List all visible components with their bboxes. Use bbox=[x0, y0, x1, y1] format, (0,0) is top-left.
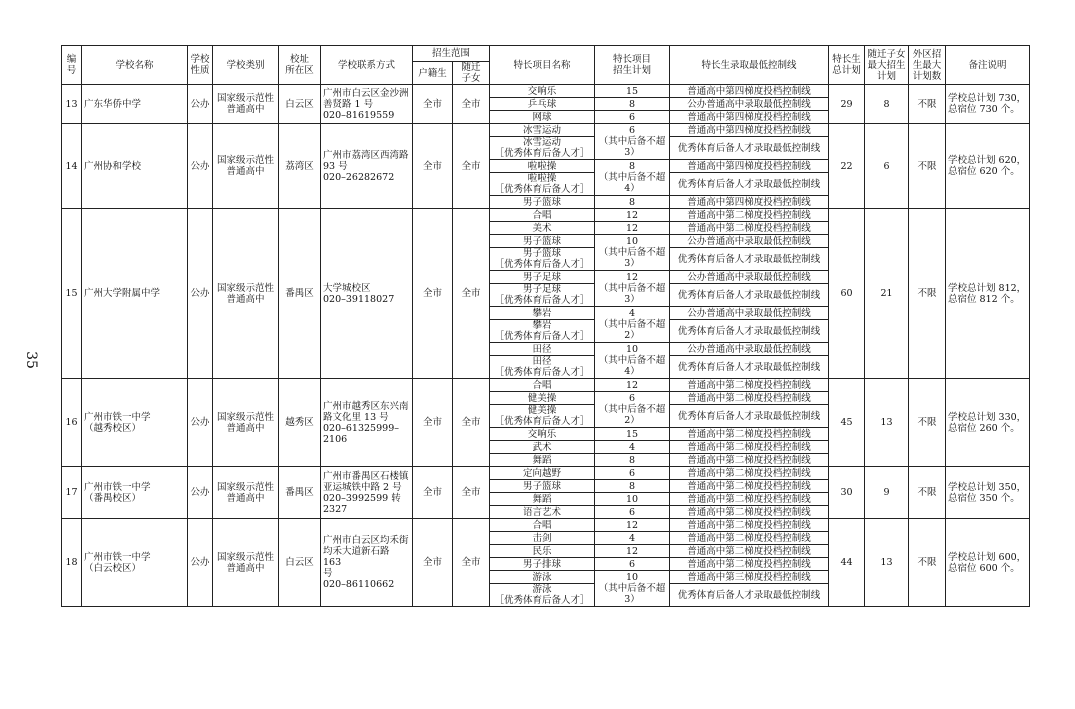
table-row bbox=[62, 209, 1030, 222]
project-name: 游泳 ［优秀体育后备人才］ bbox=[490, 584, 595, 607]
project-plan: 12 bbox=[595, 379, 670, 392]
project-name: 攀岩 bbox=[490, 307, 595, 320]
school-district: 番禺区 bbox=[279, 209, 321, 379]
project-name: 冰雪运动 ［优秀体育后备人才］ bbox=[490, 137, 595, 160]
project-name: 美术 bbox=[490, 222, 595, 235]
school-suiqian-max: 21 bbox=[865, 209, 909, 379]
school-huji: 全市 bbox=[413, 467, 453, 519]
project-name: 田径 bbox=[490, 343, 595, 356]
project-plan: 10 （其中后备不超 3） bbox=[595, 571, 670, 607]
school-suiqian: 全市 bbox=[453, 124, 490, 209]
project-plan: 4 （其中后备不超 2） bbox=[595, 307, 670, 343]
table-row bbox=[62, 379, 1030, 392]
school-contact: 广州市越秀区东兴南 路文化里 13 号 020–61325999–2106 bbox=[321, 379, 413, 467]
project-line: 普通高中第四梯度投档控制线 bbox=[670, 196, 829, 209]
school-district: 白云区 bbox=[279, 85, 321, 124]
school-no: 15 bbox=[62, 209, 82, 379]
project-plan: 6 bbox=[595, 111, 670, 124]
project-name: 合唱 bbox=[490, 209, 595, 222]
school-type: 国家级示范性 普通高中 bbox=[213, 124, 279, 209]
header-no: 编 号 bbox=[62, 46, 82, 85]
school-suiqian: 全市 bbox=[453, 519, 490, 607]
project-name: 舞蹈 bbox=[490, 493, 595, 506]
school-name: 广州市铁一中学 （越秀校区） bbox=[82, 379, 188, 467]
school-nature: 公办 bbox=[188, 124, 213, 209]
school-district: 番禺区 bbox=[279, 467, 321, 519]
school-district: 荔湾区 bbox=[279, 124, 321, 209]
project-line: 优秀体育后备人才录取最低控制线 bbox=[670, 584, 829, 607]
school-nature: 公办 bbox=[188, 209, 213, 379]
project-plan: 6 （其中后备不超 3） bbox=[595, 124, 670, 160]
project-plan: 12 bbox=[595, 222, 670, 235]
school-huji: 全市 bbox=[413, 379, 453, 467]
school-remark: 学校总计划 350， 总宿位 350 个。 bbox=[946, 467, 1030, 519]
project-plan: 10 （其中后备不超 4） bbox=[595, 343, 670, 379]
project-name: 啦啦操 ［优秀体育后备人才］ bbox=[490, 173, 595, 196]
school-outer-max: 不限 bbox=[909, 519, 946, 607]
project-line: 普通高中第二梯度投档控制线 bbox=[670, 493, 829, 506]
project-line: 普通高中第二梯度投档控制线 bbox=[670, 558, 829, 571]
school-contact: 广州市白云区金沙洲 善贤路 1 号 020–81619559 bbox=[321, 85, 413, 124]
header-nature: 学校 性质 bbox=[188, 46, 213, 85]
project-name: 舞蹈 bbox=[490, 454, 595, 467]
school-name: 广州市铁一中学 （白云校区） bbox=[82, 519, 188, 607]
school-name: 广州市铁一中学 （番禺校区） bbox=[82, 467, 188, 519]
school-total: 60 bbox=[829, 209, 865, 379]
page-number: 35 bbox=[22, 351, 39, 369]
table-row bbox=[62, 124, 1030, 137]
header-remark: 备注说明 bbox=[946, 46, 1030, 85]
school-no: 17 bbox=[62, 467, 82, 519]
project-name: 健美操 ［优秀体育后备人才］ bbox=[490, 405, 595, 428]
school-type: 国家级示范性 普通高中 bbox=[213, 467, 279, 519]
school-huji: 全市 bbox=[413, 209, 453, 379]
school-contact: 大学城校区 020–39118027 bbox=[321, 209, 413, 379]
project-name: 武术 bbox=[490, 441, 595, 454]
school-suiqian: 全市 bbox=[453, 85, 490, 124]
project-plan: 15 bbox=[595, 85, 670, 98]
project-name: 冰雪运动 bbox=[490, 124, 595, 137]
school-name: 广州大学附属中学 bbox=[82, 209, 188, 379]
project-line: 普通高中第四梯度投档控制线 bbox=[670, 85, 829, 98]
project-name: 男子排球 bbox=[490, 558, 595, 571]
project-line: 公办普通高中录取最低控制线 bbox=[670, 98, 829, 111]
project-line: 普通高中第四梯度投档控制线 bbox=[670, 111, 829, 124]
project-line: 优秀体育后备人才录取最低控制线 bbox=[670, 173, 829, 196]
header-name: 学校名称 bbox=[82, 46, 188, 85]
project-plan: 15 bbox=[595, 428, 670, 441]
header-project: 特长项目名称 bbox=[490, 46, 595, 85]
project-plan: 6 bbox=[595, 558, 670, 571]
project-line: 普通高中第二梯度投档控制线 bbox=[670, 222, 829, 235]
project-plan: 4 bbox=[595, 441, 670, 454]
project-name: 健美操 bbox=[490, 392, 595, 405]
school-huji: 全市 bbox=[413, 519, 453, 607]
school-suiqian-max: 6 bbox=[865, 124, 909, 209]
school-suiqian: 全市 bbox=[453, 379, 490, 467]
project-line: 普通高中第二梯度投档控制线 bbox=[670, 467, 829, 480]
school-suiqian: 全市 bbox=[453, 467, 490, 519]
school-remark: 学校总计划 730， 总宿位 730 个。 bbox=[946, 85, 1030, 124]
project-plan: 12 bbox=[595, 545, 670, 558]
table-row bbox=[62, 519, 1030, 532]
school-contact: 广州市番禺区石楼镇 亚运城铁中路 2 号 020–3992599 转 2327 bbox=[321, 467, 413, 519]
project-name: 交响乐 bbox=[490, 85, 595, 98]
school-contact: 广州市荔湾区西湾路 93 号 020–26282672 bbox=[321, 124, 413, 209]
school-type: 国家级示范性 普通高中 bbox=[213, 379, 279, 467]
table-row bbox=[62, 467, 1030, 480]
school-type: 国家级示范性 普通高中 bbox=[213, 519, 279, 607]
project-line: 优秀体育后备人才录取最低控制线 bbox=[670, 248, 829, 271]
school-suiqian-max: 13 bbox=[865, 519, 909, 607]
header-district: 校址 所在区 bbox=[279, 46, 321, 85]
header-plan: 特长项目 招生计划 bbox=[595, 46, 670, 85]
school-remark: 学校总计划 330， 总宿位 260 个。 bbox=[946, 379, 1030, 467]
school-district: 越秀区 bbox=[279, 379, 321, 467]
project-plan: 4 bbox=[595, 532, 670, 545]
admission-table bbox=[61, 45, 1030, 607]
school-remark: 学校总计划 620， 总宿位 620 个。 bbox=[946, 124, 1030, 209]
header-suiqian: 随迁 子女 bbox=[453, 62, 490, 85]
header-suiqian-max: 随迁子女 最大招生 计划 bbox=[865, 46, 909, 85]
project-line: 普通高中第二梯度投档控制线 bbox=[670, 441, 829, 454]
school-nature: 公办 bbox=[188, 467, 213, 519]
school-no: 14 bbox=[62, 124, 82, 209]
project-name: 男子足球 bbox=[490, 271, 595, 284]
school-district: 白云区 bbox=[279, 519, 321, 607]
project-plan: 8 bbox=[595, 454, 670, 467]
school-nature: 公办 bbox=[188, 85, 213, 124]
project-line: 公办普通高中录取最低控制线 bbox=[670, 235, 829, 248]
project-name: 男子篮球 ［优秀体育后备人才］ bbox=[490, 248, 595, 271]
project-plan: 10 bbox=[595, 493, 670, 506]
project-plan: 12 bbox=[595, 209, 670, 222]
project-line: 普通高中第二梯度投档控制线 bbox=[670, 506, 829, 519]
school-type: 国家级示范性 普通高中 bbox=[213, 85, 279, 124]
school-total: 44 bbox=[829, 519, 865, 607]
school-outer-max: 不限 bbox=[909, 467, 946, 519]
project-plan: 6 bbox=[595, 506, 670, 519]
project-plan: 8 bbox=[595, 480, 670, 493]
header-range: 招生范围 bbox=[413, 46, 490, 62]
project-line: 普通高中第四梯度投档控制线 bbox=[670, 124, 829, 137]
school-outer-max: 不限 bbox=[909, 209, 946, 379]
project-name: 游泳 bbox=[490, 571, 595, 584]
school-no: 16 bbox=[62, 379, 82, 467]
school-suiqian-max: 9 bbox=[865, 467, 909, 519]
school-name: 广东华侨中学 bbox=[82, 85, 188, 124]
header-type: 学校类别 bbox=[213, 46, 279, 85]
school-remark: 学校总计划 600， 总宿位 600 个。 bbox=[946, 519, 1030, 607]
project-plan: 8 （其中后备不超 4） bbox=[595, 160, 670, 196]
school-outer-max: 不限 bbox=[909, 85, 946, 124]
project-name: 语言艺术 bbox=[490, 506, 595, 519]
school-nature: 公办 bbox=[188, 379, 213, 467]
header-total: 特长生 总计划 bbox=[829, 46, 865, 85]
school-total: 45 bbox=[829, 379, 865, 467]
project-plan: 8 bbox=[595, 98, 670, 111]
school-suiqian-max: 13 bbox=[865, 379, 909, 467]
table-row bbox=[62, 85, 1030, 98]
project-line: 普通高中第二梯度投档控制线 bbox=[670, 392, 829, 405]
project-line: 普通高中第二梯度投档控制线 bbox=[670, 454, 829, 467]
header-contact: 学校联系方式 bbox=[321, 46, 413, 85]
project-line: 优秀体育后备人才录取最低控制线 bbox=[670, 356, 829, 379]
project-line: 普通高中第二梯度投档控制线 bbox=[670, 209, 829, 222]
project-plan: 8 bbox=[595, 196, 670, 209]
project-name: 民乐 bbox=[490, 545, 595, 558]
project-name: 乒乓球 bbox=[490, 98, 595, 111]
project-plan: 12 （其中后备不超 3） bbox=[595, 271, 670, 307]
project-line: 普通高中第四梯度投档控制线 bbox=[670, 160, 829, 173]
header-huji: 户籍生 bbox=[413, 62, 453, 85]
project-line: 优秀体育后备人才录取最低控制线 bbox=[670, 137, 829, 160]
school-total: 30 bbox=[829, 467, 865, 519]
school-nature: 公办 bbox=[188, 519, 213, 607]
project-name: 合唱 bbox=[490, 379, 595, 392]
project-plan: 6 bbox=[595, 467, 670, 480]
project-line: 普通高中第二梯度投档控制线 bbox=[670, 532, 829, 545]
project-name: 击剑 bbox=[490, 532, 595, 545]
school-total: 29 bbox=[829, 85, 865, 124]
school-no: 13 bbox=[62, 85, 82, 124]
project-name: 男子篮球 bbox=[490, 196, 595, 209]
project-name: 网球 bbox=[490, 111, 595, 124]
project-line: 普通高中第三梯度投档控制线 bbox=[670, 571, 829, 584]
school-suiqian: 全市 bbox=[453, 209, 490, 379]
project-line: 普通高中第二梯度投档控制线 bbox=[670, 545, 829, 558]
project-line: 优秀体育后备人才录取最低控制线 bbox=[670, 405, 829, 428]
project-line: 普通高中第二梯度投档控制线 bbox=[670, 379, 829, 392]
school-contact: 广州市白云区均禾街 均禾大道新石路 163 号 020–86110662 bbox=[321, 519, 413, 607]
school-huji: 全市 bbox=[413, 85, 453, 124]
project-name: 田径 ［优秀体育后备人才］ bbox=[490, 356, 595, 379]
project-plan: 12 bbox=[595, 519, 670, 532]
project-line: 普通高中第二梯度投档控制线 bbox=[670, 519, 829, 532]
school-huji: 全市 bbox=[413, 124, 453, 209]
project-name: 攀岩 ［优秀体育后备人才］ bbox=[490, 320, 595, 343]
project-line: 普通高中第二梯度投档控制线 bbox=[670, 480, 829, 493]
project-name: 男子篮球 bbox=[490, 480, 595, 493]
school-name: 广州协和学校 bbox=[82, 124, 188, 209]
project-name: 啦啦操 bbox=[490, 160, 595, 173]
header-outer-max: 外区招 生最大 计划数 bbox=[909, 46, 946, 85]
project-plan: 6 （其中后备不超 2） bbox=[595, 392, 670, 428]
project-line: 优秀体育后备人才录取最低控制线 bbox=[670, 320, 829, 343]
school-remark: 学校总计划 812， 总宿位 812 个。 bbox=[946, 209, 1030, 379]
school-total: 22 bbox=[829, 124, 865, 209]
project-line: 普通高中第二梯度投档控制线 bbox=[670, 428, 829, 441]
school-suiqian-max: 8 bbox=[865, 85, 909, 124]
header-line: 特长生录取最低控制线 bbox=[670, 46, 829, 85]
school-type: 国家级示范性 普通高中 bbox=[213, 209, 279, 379]
project-name: 交响乐 bbox=[490, 428, 595, 441]
project-line: 公办普通高中录取最低控制线 bbox=[670, 271, 829, 284]
project-name: 男子篮球 bbox=[490, 235, 595, 248]
project-name: 定向越野 bbox=[490, 467, 595, 480]
project-line: 公办普通高中录取最低控制线 bbox=[670, 307, 829, 320]
school-outer-max: 不限 bbox=[909, 124, 946, 209]
project-line: 公办普通高中录取最低控制线 bbox=[670, 343, 829, 356]
project-plan: 10 （其中后备不超 3） bbox=[595, 235, 670, 271]
project-name: 男子足球 ［优秀体育后备人才］ bbox=[490, 284, 595, 307]
school-no: 18 bbox=[62, 519, 82, 607]
project-line: 优秀体育后备人才录取最低控制线 bbox=[670, 284, 829, 307]
school-outer-max: 不限 bbox=[909, 379, 946, 467]
project-name: 合唱 bbox=[490, 519, 595, 532]
